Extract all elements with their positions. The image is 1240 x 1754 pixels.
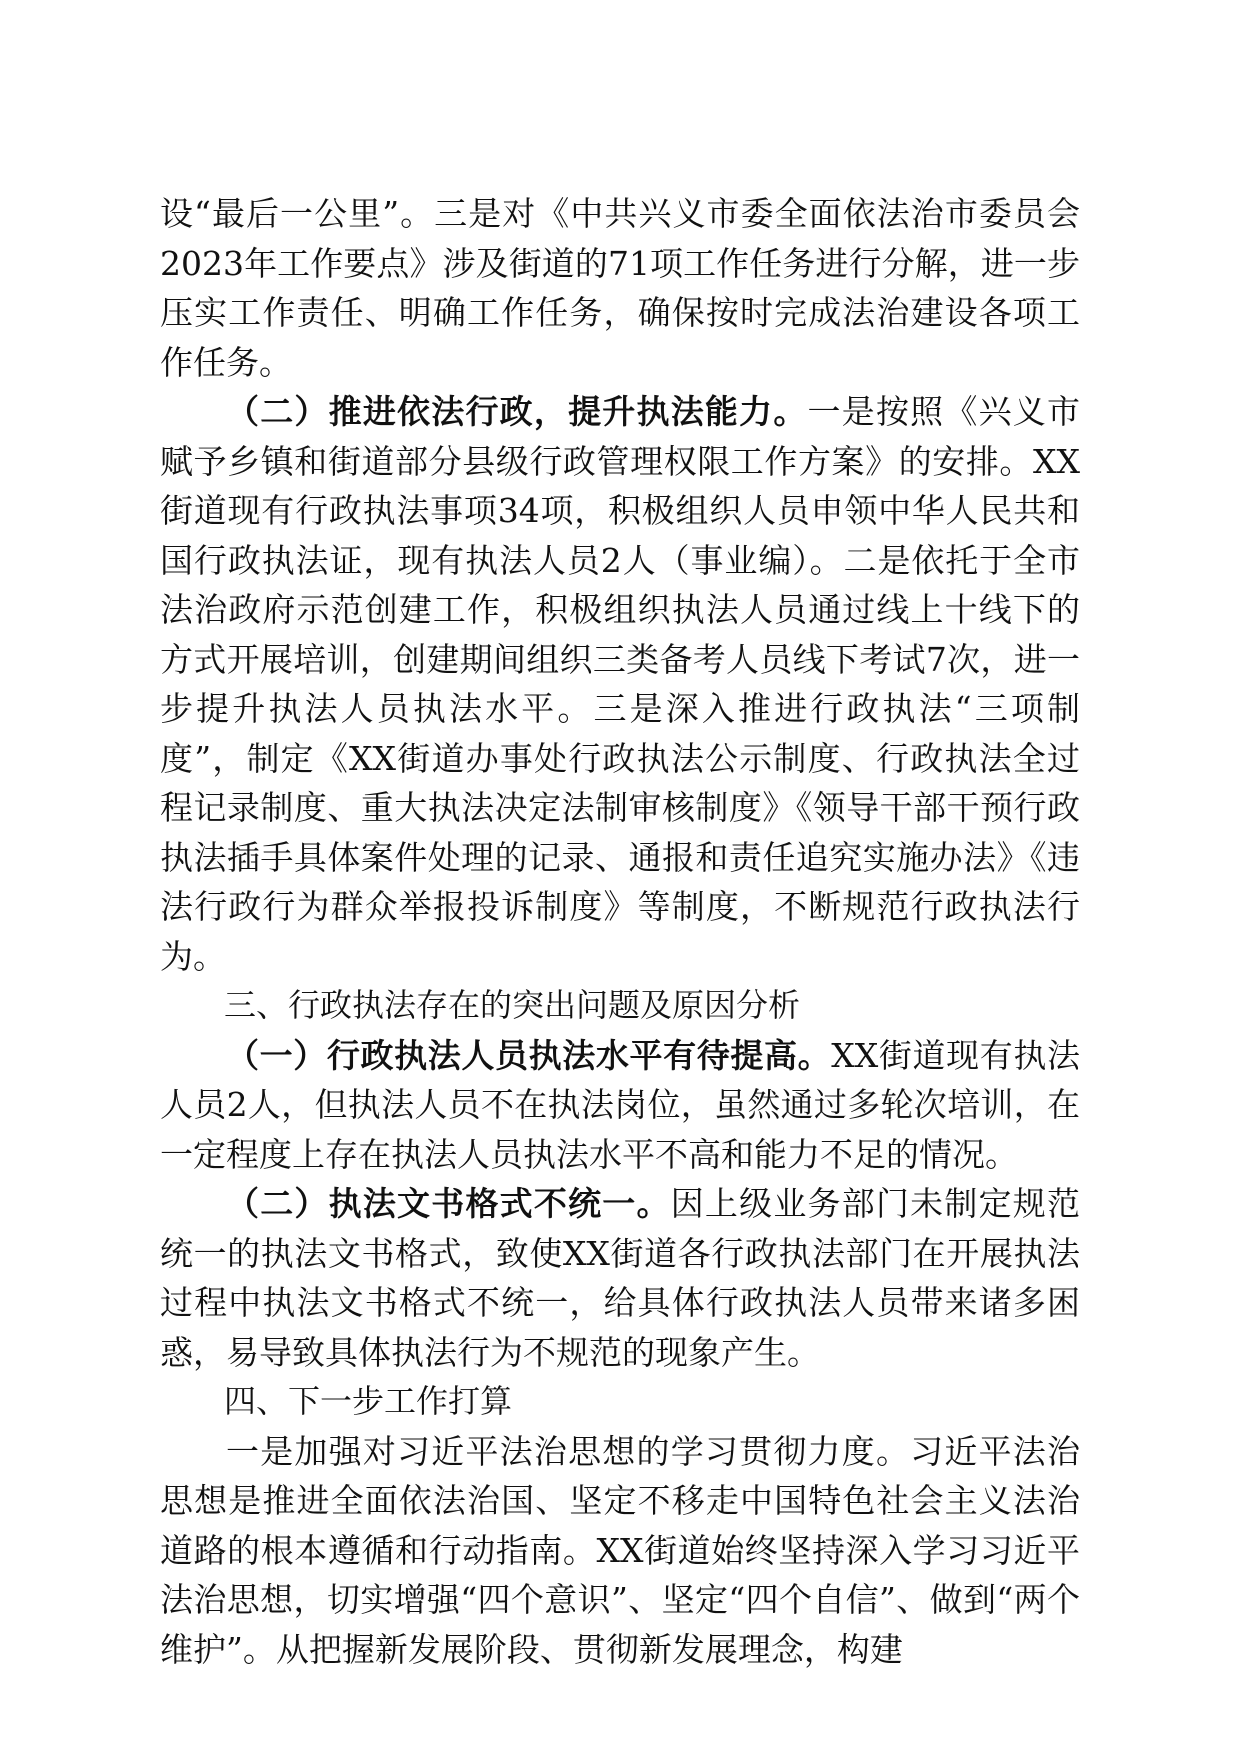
- paragraph-body: XX街道现有执法人员2人，但执法人员不在执法岗位，虽然通过多轮次培训，在一定程度上存在执法人员执法水平不高和能力不足的情况。: [160, 1035, 1080, 1174]
- paragraph-body: 因上级业务部门未制定规范统一的执法文书格式，致使XX街道各行政执法部门在开展执法过程中执法文书格式不统一，给具体行政执法人员带来诸多困惑，易导致具体执法行为不规范的现象产生。: [160, 1184, 1081, 1372]
- paragraph-lead: （二）执法文书格式不统一。: [226, 1184, 671, 1223]
- section-heading-next-steps: 四、下一步工作打算: [224, 1382, 513, 1420]
- paragraph-document-format: [160, 1179, 1080, 1377]
- paragraph-lead: （一）行政执法人员执法水平有待提高。: [226, 1035, 832, 1075]
- paragraph-enforcement-level: [160, 1031, 1080, 1180]
- paragraph-lead: （二）推进依法行政，提升执法能力。: [226, 392, 808, 431]
- paragraph-body: 一是按照《兴义市赋予乡镇和街道部分县级行政管理权限工作方案》的安排。XX街道现有行政执法事项34项，积极组织人员申领中华人民共和国行政执法证，现有执法人员2人（事业编）。二是依托于全市法治政府示范创建工作，积极组织执法人员通过线上十线下的方式开展培训，创建期间组织三类备考人员线下考试7次，进一步提升执法人员执法水平。三是深入推进行政执法“三项制度”，制定《XX街道办事处行政执法公示制度、行政执法全过程记录制度、重大执法决定法制审核制度》《领导干部干预行政执法插手具体案件处理的记录、通报和责任追究实施办法》《违法行政行为群众举报投诉制度》等制度，不断规范行政执法行为。: [160, 392, 1081, 976]
- document-page: [160, 189, 1080, 1674]
- paragraph-study-thought: 一是加强对习近平法治思想的学习贯彻力度。习近平法治思想是推进全面依法治国、坚定不移走中国特色社会主义法治道路的根本遵循和行动指南。XX街道始终坚持深入学习习近平法治思想，切实增强“四个意识”、坚定“四个自信”、做到“两个维护”。从把握新发展阶段、贯彻新发展理念，构建: [160, 1431, 1080, 1669]
- paragraph-continuation: 设“最后一公里”。三是对《中共兴义市委全面依法治市委员会2023年工作要点》涉及街道的71项工作任务进行分解，进一步压实工作责任、明确工作任务，确保按时完成法治建设各项工作任务。: [160, 194, 1080, 382]
- section-heading-problems: 三、行政执法存在的突出问题及原因分析: [224, 986, 801, 1024]
- paragraph-enforcement-capacity: [160, 387, 1080, 981]
